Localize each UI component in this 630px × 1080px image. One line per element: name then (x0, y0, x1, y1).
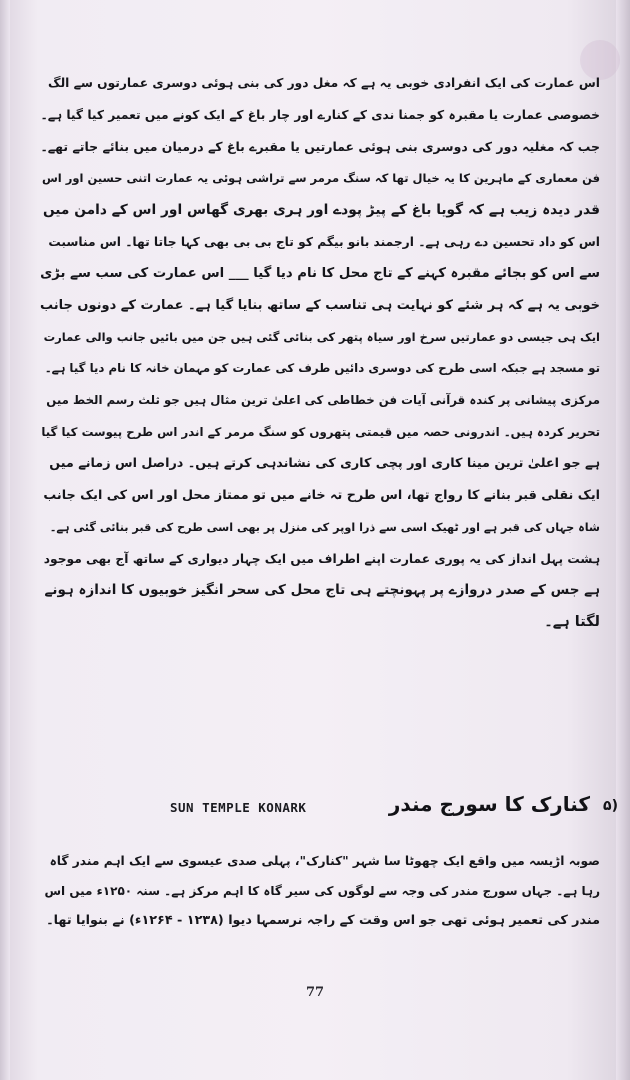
heading-english: SUN TEMPLE KONARK (170, 800, 307, 815)
text-line: فن معماری کے ماہرین کا یہ خیال تھا کہ سنگ مرمر سے تراشی ہوئی یہ عمارت اتنی حسین اور اس (41, 171, 600, 186)
text-line: ہے جس کے صدر دروازے پر پہونچتے ہی تاج محل کی سحر انگیز خوبیوں کا اندازہ ہونے (44, 582, 600, 599)
sun-temple-paragraph (40, 846, 600, 936)
text-line: قدر دیدہ زیب ہے کہ گویا باغ کے پیڑ پودے اور ہری بھری گھاس اور اس کے دامن میں (42, 201, 600, 218)
text-line: سے اس کو بجائے مقبرہ کہنے کے تاج محل کا نام دیا گیا ___ اس عمارت کی سب سے بڑی (40, 266, 600, 282)
text-line: صوبہ اڑیسہ میں واقع ایک چھوٹا سا شہر "کنارک"، پہلی صدی عیسوی سے ایک اہم مندر گاہ (49, 854, 600, 868)
page-number: 77 (305, 985, 325, 1000)
page-right-edge (616, 0, 630, 1080)
heading-number: ۵) (603, 798, 618, 814)
text-line: اس کو داد تحسین دے رہی ہے۔ ارجمند بانو بیگم کو تاج بی بی بھی کہا جاتا تھا۔ اس مناسبت (48, 234, 600, 249)
text-line: جب کہ مغلیہ دور کی دوسری بنی ہوئی عمارتیں یا مقبرے باغ کے درمیان میں بنائے جاتے تھے۔ (40, 139, 600, 155)
section-heading (150, 792, 618, 828)
text-line: شاہ جہاں کی قبر ہے اور ٹھیک اسی سے ذرا اوپر کی منزل پر بھی اسی طرح کی قبر بنائی گئی ہے۔ (49, 520, 600, 534)
text-line: تحریر کردہ ہیں۔ اندرونی حصہ میں قیمتی پتھروں کو سنگ مرمر کے اندر اس طرح پیوست کیا گیا (41, 424, 600, 439)
text-line: اس عمارت کی ایک انفرادی خوبی یہ ہے کہ مغل دور کی بنی ہوئی دوسری عمارتوں سے الگ (48, 76, 600, 90)
text-line: لگتا ہے۔ (544, 613, 600, 630)
taj-mahal-paragraph (40, 68, 600, 639)
text-line: ہے جو اعلیٰ ترین مینا کاری اور پچی کاری کی نشاندہی کرتے ہیں۔ دراصل اس زمانے میں (49, 456, 600, 472)
text-line: تو مسجد ہے جبکہ اسی طرح کی دوسری دائیں طرف کی عمارت کو مہمان خانہ کا نام دیا گیا ہے۔ (44, 361, 600, 376)
text-line: ہشت پہل انداز کی یہ پوری عمارت اپنے اطراف میں ایک چہار دیواری کے ساتھ آج بھی موجود (43, 551, 600, 566)
text-line: مرکزی پیشانی پر کندہ قرآنی آیات فن خطاطی کی اعلیٰ ترین مثال ہیں جو ثلث رسم الخط میں (46, 393, 600, 408)
text-line: ایک نقلی قبر بنانے کا رواج تھا، اس طرح تہ خانے میں تو ممتاز محل اور اس کی ایک جانب (43, 488, 600, 504)
text-line: رہا ہے۔ جہاں سورج مندر کی وجہ سے لوگوں کی سیر گاہ کا اہم مرکز ہے۔ سنہ ۱۲۵۰ء میں اس (44, 884, 600, 898)
text-line: خصوصی عمارت یا مقبرہ کو جمنا ندی کے کنارے اور چار باغ کے ایک کونے میں تعمیر کیا گیا ہے۔ (40, 107, 600, 122)
text-line: ایک ہی جیسی دو عمارتیں سرخ اور سیاہ پتھر کی بنائی گئی ہیں جن میں بائیں جانب والی عمارت (43, 329, 600, 344)
text-line: مندر کی تعمیر ہوئی تھی جو اس وقت کے راجہ نرسمہا دیوا (۱۲۳۸ - ۱۲۶۴ء) نے بنوایا تھا۔ (46, 913, 600, 928)
text-line: خوبی یہ ہے کہ ہر شئے کو نہایت ہی تناسب کے ساتھ بنایا گیا ہے۔ عمارت کے دونوں جانب (40, 297, 600, 313)
heading-urdu: کنارک کا سورج مندر (388, 792, 590, 816)
page-left-shadow (0, 0, 10, 1080)
